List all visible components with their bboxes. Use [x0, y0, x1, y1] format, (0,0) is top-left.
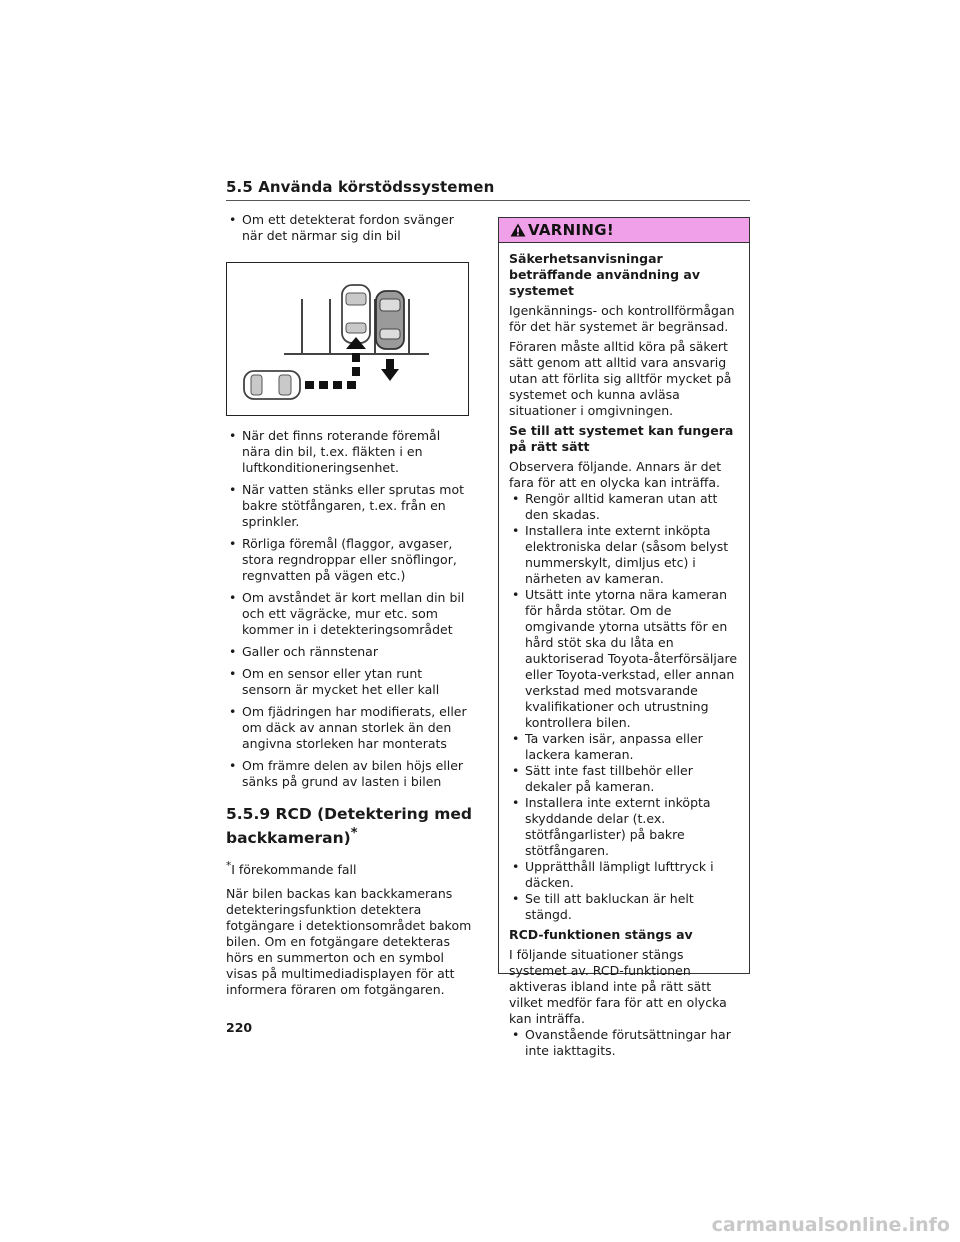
- list-item: • Installera inte externt inköpta elektroniska delar (såsom belyst nummerskylt, dimljus etc) i närheten av kameran.: [509, 523, 739, 587]
- warning-triangle-icon: [510, 223, 526, 237]
- parked-car-white: [342, 285, 370, 343]
- list-item: • Om en sensor eller ytan runt sensorn är mycket het eller kall: [226, 666, 472, 698]
- list-item: • Ovanstående förutsättningar har inte iakttagits.: [509, 1027, 739, 1059]
- path-dashes: [305, 353, 360, 389]
- list-item: • När vatten stänks eller sprutas mot bakre stötfångaren, t.ex. från en sprinkler.: [226, 482, 472, 530]
- list-item: • Se till att bakluckan är helt stängd.: [509, 891, 739, 923]
- list-item: • Upprätthåll lämpligt lufttryck i däcken.: [509, 859, 739, 891]
- warning-bullet-list: [509, 1027, 739, 1059]
- footnote-marker: *: [226, 860, 232, 873]
- watermark: carmanualsonline.info: [711, 1214, 950, 1236]
- warning-body: [499, 243, 749, 1059]
- reversing-car: [244, 371, 300, 399]
- warning-paragraph: Observera följande. Annars är det fara för att en olycka kan inträffa.: [509, 459, 722, 490]
- list-item: • Ta varken isär, anpassa eller lackera kameran.: [509, 731, 739, 763]
- warning-box: [498, 217, 750, 1058]
- section-title: 5.5.9 RCD (Detektering med backkameran)*: [226, 805, 472, 848]
- header-divider: [226, 200, 750, 201]
- warning-title: VARNING!: [528, 221, 614, 239]
- list-item: • Om fjädringen har modifierats, eller om däck av annan storlek än den angivna storleken har monterats: [226, 704, 472, 752]
- parked-car-gray: [376, 291, 404, 349]
- left-column: [226, 212, 472, 998]
- list-item: • Om avståndet är kort mellan din bil och ett vägräcke, mur etc. som kommer in i detekteringsområdet: [226, 590, 472, 638]
- warning-paragraph: I följande situationer stängs systemet av. RCD-funktionen aktiveras ibland inte på rätt sätt vilket medför fara för att en olycka kan inträffa.: [509, 947, 727, 1026]
- bullet-list-bottom: [226, 428, 472, 790]
- warning-paragraph: Igenkännings- och kontrollförmågan för det här systemet är begränsad.: [509, 303, 735, 334]
- bullet-list-top: [226, 212, 472, 244]
- warning-heading: Säkerhetsanvisningar beträffande användning av systemet: [509, 251, 700, 298]
- list-item: • Utsätt inte ytorna nära kameran för hårda stötar. Om de omgivande ytorna utsätts för en hård stöt ska du låta en auktoriserad Toyota-återförsäljare eller Toyota-verkstad, eller annan verkstad med motsvarande kvalifikationer och utrustning kontrollera bilen.: [509, 587, 739, 731]
- page-number: 220: [226, 1020, 253, 1035]
- warning-header: [499, 218, 749, 243]
- list-item: • Rengör alltid kameran utan att den skadas.: [509, 491, 739, 523]
- section-header: 5.5 Använda körstödssystemen: [226, 178, 495, 196]
- body-paragraph: När bilen backas kan backkamerans detekteringsfunktion detektera fotgängare i detektionsområdet bakom bilen. Om en fotgängare detekteras hörs en summerton och en symbol visas på multimediadisplayen för att informera föraren om fotgängaren.: [226, 886, 472, 998]
- list-item: • När det finns roterande föremål nära din bil, t.ex. fläkten i en luftkonditioneringsenhet.: [226, 428, 472, 476]
- list-item: • Sätt inte fast tillbehör eller dekaler på kameran.: [509, 763, 739, 795]
- arrow-down-icon: [381, 359, 399, 381]
- warning-paragraph: Föraren måste alltid köra på säkert sätt genom att alltid vara ansvarig utan att förlita sig alltför mycket på systemet och kunna avläsa situationer i omgivningen.: [509, 339, 732, 418]
- list-item: • Rörliga föremål (flaggor, avgaser, stora regndroppar eller snöflingor, regnvatten på vägen etc.): [226, 536, 472, 584]
- list-item: • Om främre delen av bilen höjs eller sänks på grund av lasten i bilen: [226, 758, 472, 790]
- parking-illustration: [226, 262, 469, 416]
- list-item: • Installera inte externt inköpta skyddande delar (t.ex. stötfångarlister) på bakre stötfångaren.: [509, 795, 739, 859]
- footnote: *I förekommande fall: [226, 860, 357, 878]
- warning-bullet-list: [509, 491, 739, 923]
- warning-heading: Se till att systemet kan fungera på rätt sätt: [509, 423, 734, 454]
- parking-diagram: [227, 263, 468, 415]
- list-item: • Om ett detekterat fordon svänger när det närmar sig din bil: [226, 212, 472, 244]
- warning-heading: RCD-funktionen stängs av: [509, 927, 693, 942]
- section-marker: *: [350, 826, 358, 841]
- list-item: • Galler och rännstenar: [226, 644, 472, 660]
